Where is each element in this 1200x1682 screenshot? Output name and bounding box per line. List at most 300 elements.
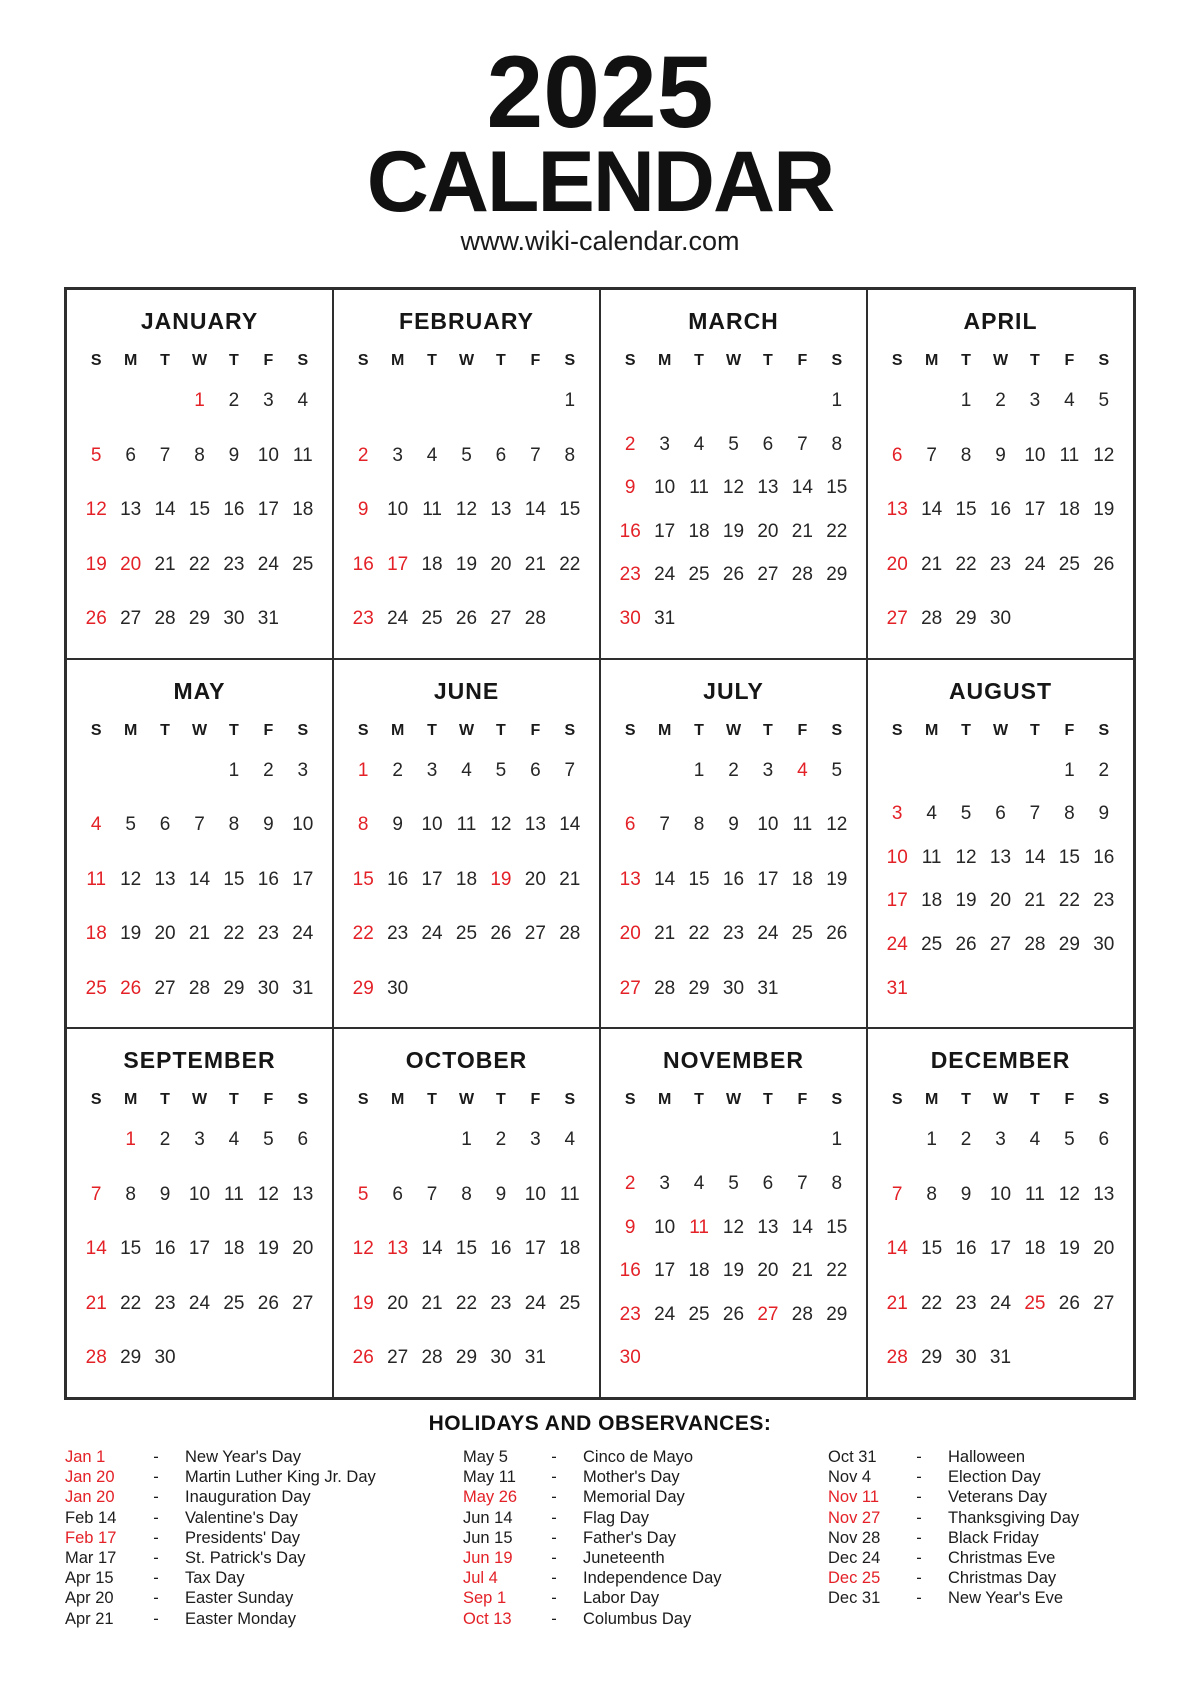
weekday-label: M <box>123 1091 138 1109</box>
weekday-header-row <box>334 352 599 370</box>
holiday-date: Oct 13 <box>463 1609 512 1628</box>
date-cell: 21 <box>1024 890 1046 912</box>
date-cell: 11 <box>1059 444 1080 466</box>
date-cell: 31 <box>524 1347 546 1369</box>
date-row <box>880 1287 1121 1321</box>
date-cell: 15 <box>826 477 848 499</box>
weekday-label: S <box>564 721 576 739</box>
holiday-name: Father's Day <box>583 1528 677 1547</box>
weekday-label: W <box>992 352 1009 369</box>
date-cell: 16 <box>223 499 245 520</box>
date-row <box>346 754 587 788</box>
date-cell: 15 <box>223 868 245 890</box>
date-cell: 29 <box>120 1347 142 1369</box>
date-cell: 4 <box>90 814 102 836</box>
date-cell: 14 <box>1024 846 1046 868</box>
date-cell: 7 <box>159 444 171 466</box>
date-cell: 4 <box>1064 390 1075 411</box>
date-cell: 20 <box>619 923 641 945</box>
date-row <box>79 972 320 1006</box>
date-cell: 30 <box>955 1347 977 1369</box>
date-cell: 24 <box>188 1292 211 1314</box>
date-cell: 4 <box>564 1129 576 1151</box>
holiday-dash: - <box>916 1468 922 1487</box>
date-cell: 22 <box>120 1292 142 1314</box>
date-cell: 23 <box>955 1292 977 1314</box>
date-row <box>79 548 320 582</box>
weekday-header-row <box>601 352 866 370</box>
holiday-row <box>65 1568 463 1588</box>
date-row <box>346 439 587 473</box>
date-row <box>346 1287 587 1321</box>
date-cell: 29 <box>955 608 977 629</box>
month-cell-december <box>868 1029 1133 1397</box>
weekday-label: S <box>1098 721 1110 739</box>
date-cell: 4 <box>926 803 937 825</box>
weekday-label: W <box>191 721 208 739</box>
date-cell: 6 <box>159 814 171 836</box>
date-cell: 31 <box>886 977 908 999</box>
weekday-label: F <box>530 721 541 739</box>
holiday-name: Christmas Day <box>948 1569 1057 1588</box>
holiday-row <box>828 1487 1158 1507</box>
month-title: NOVEMBER <box>663 1047 804 1074</box>
date-cell: 18 <box>85 923 107 945</box>
date-cell: 16 <box>257 868 279 890</box>
holiday-row <box>828 1568 1158 1588</box>
date-cell: 3 <box>392 444 403 466</box>
weekday-label: W <box>458 352 475 369</box>
holiday-row <box>65 1508 463 1528</box>
date-row <box>613 602 854 636</box>
weekday-label: F <box>263 1091 274 1109</box>
weekday-label: M <box>657 1091 672 1109</box>
date-cell: 9 <box>624 1216 636 1238</box>
date-cell: 2 <box>159 1129 171 1151</box>
holiday-dash: - <box>153 1589 159 1608</box>
holiday-dash: - <box>916 1549 922 1568</box>
date-cell: 15 <box>1058 846 1080 868</box>
date-cell: 5 <box>960 803 972 825</box>
date-cell: 12 <box>1093 444 1115 466</box>
date-cell: 12 <box>722 477 745 499</box>
weekday-label: F <box>797 1091 808 1109</box>
date-cell: 14 <box>921 499 943 520</box>
date-cell: 1 <box>831 390 843 411</box>
date-cell: 3 <box>995 1129 1006 1151</box>
date-cell: 1 <box>960 390 972 411</box>
month-cell-january <box>67 290 332 658</box>
weekday-label: S <box>831 352 843 369</box>
weekday-label: F <box>1064 352 1075 369</box>
date-cell: 1 <box>461 1129 472 1151</box>
date-cell: 18 <box>921 890 943 912</box>
date-row <box>880 841 1121 875</box>
date-cell: 9 <box>995 444 1006 466</box>
date-cell: 20 <box>886 553 908 575</box>
weekday-label: T <box>1030 1091 1040 1109</box>
date-cell: 16 <box>154 1238 176 1260</box>
date-cell: 22 <box>1058 890 1080 912</box>
date-cell: 24 <box>989 1292 1012 1314</box>
date-cell: 31 <box>654 607 676 629</box>
weekday-label: M <box>924 352 939 369</box>
month-title: JUNE <box>433 677 500 704</box>
weekday-label: T <box>496 721 506 739</box>
date-cell: 17 <box>421 868 443 890</box>
holiday-date: Jan 20 <box>65 1488 115 1507</box>
date-cell: 18 <box>421 553 443 575</box>
date-row <box>613 1298 854 1332</box>
date-cell: 7 <box>194 814 205 836</box>
weekday-label: S <box>297 721 309 739</box>
date-cell: 9 <box>263 814 274 836</box>
date-cell: 11 <box>792 814 813 836</box>
date-cell: 2 <box>392 759 403 781</box>
date-cell: 29 <box>455 1347 478 1369</box>
date-cell: 1 <box>693 759 705 781</box>
date-cell: 1 <box>564 390 576 411</box>
date-cell: 4 <box>693 1172 705 1194</box>
date-cell: 28 <box>921 608 943 629</box>
holiday-dash: - <box>916 1448 922 1466</box>
holiday-name: Easter Monday <box>185 1609 296 1628</box>
date-cell: 17 <box>257 499 279 520</box>
holiday-row <box>65 1609 463 1629</box>
holiday-dash: - <box>551 1468 557 1487</box>
date-cell: 4 <box>1029 1129 1041 1151</box>
date-cell: 24 <box>1024 553 1046 575</box>
date-cell: 6 <box>125 444 136 466</box>
holiday-date: Dec 31 <box>828 1589 881 1608</box>
weekday-label: S <box>357 1091 369 1109</box>
date-cell: 8 <box>831 1172 843 1194</box>
date-cell: 17 <box>292 868 314 890</box>
date-cell: 9 <box>495 1183 507 1205</box>
month-cell-march <box>601 290 866 658</box>
holiday-dash: - <box>551 1528 557 1547</box>
date-cell: 7 <box>1029 803 1041 825</box>
weekday-label: S <box>1098 1091 1110 1109</box>
date-cell: 14 <box>654 868 676 890</box>
date-row <box>79 808 320 842</box>
date-cell: 22 <box>955 553 977 575</box>
date-cell: 15 <box>352 868 374 890</box>
date-cell: 10 <box>989 1183 1012 1205</box>
date-row <box>346 808 587 842</box>
weekday-label: T <box>763 352 773 369</box>
holiday-dash: - <box>551 1569 557 1588</box>
month-dates <box>613 384 854 636</box>
holiday-name: Halloween <box>948 1448 1026 1466</box>
weekday-header-row <box>334 1091 599 1109</box>
date-cell: 18 <box>223 1238 245 1260</box>
date-cell: 1 <box>926 1129 937 1151</box>
date-cell: 22 <box>188 553 211 575</box>
date-cell: 23 <box>989 553 1012 575</box>
date-cell: 15 <box>120 1238 142 1260</box>
date-cell: 26 <box>722 1303 745 1325</box>
date-row <box>79 1341 320 1375</box>
date-cell: 23 <box>490 1292 512 1314</box>
holiday-name: Mother's Day <box>583 1468 680 1487</box>
date-cell: 2 <box>495 1129 507 1151</box>
date-cell: 11 <box>1025 1183 1045 1205</box>
holiday-row <box>828 1467 1158 1487</box>
date-cell: 14 <box>85 1238 107 1260</box>
date-row <box>613 558 854 592</box>
date-cell: 26 <box>955 934 977 956</box>
holiday-column <box>828 1447 1158 1629</box>
date-cell: 10 <box>654 477 676 499</box>
weekday-label: S <box>357 721 369 739</box>
date-cell: 9 <box>392 814 403 836</box>
date-cell: 21 <box>654 923 676 945</box>
month-title: MAY <box>173 677 226 704</box>
date-cell: 26 <box>1058 1292 1080 1314</box>
date-cell: 18 <box>791 868 813 890</box>
date-row <box>613 972 854 1006</box>
date-cell: 25 <box>421 608 443 629</box>
date-cell: 3 <box>426 759 438 781</box>
date-cell: 19 <box>455 553 478 575</box>
date-cell: 6 <box>624 814 636 836</box>
date-cell: 7 <box>926 444 937 466</box>
weekday-header-row <box>67 722 332 740</box>
holiday-name: Election Day <box>948 1468 1041 1487</box>
date-cell: 18 <box>1058 499 1080 520</box>
date-cell: 18 <box>688 1260 710 1282</box>
date-cell: 10 <box>188 1183 211 1205</box>
date-cell: 4 <box>693 433 705 455</box>
date-cell: 24 <box>524 1292 546 1314</box>
date-cell: 4 <box>797 759 808 781</box>
holiday-name: St. Patrick's Day <box>185 1549 306 1568</box>
weekday-label: W <box>725 721 742 739</box>
date-cell: 14 <box>886 1238 908 1260</box>
date-cell: 24 <box>757 923 779 945</box>
holiday-column <box>463 1447 828 1629</box>
date-cell: 3 <box>762 759 774 781</box>
date-cell: 12 <box>490 814 512 836</box>
date-cell: 17 <box>989 1238 1012 1260</box>
holiday-date: Jun 19 <box>463 1549 513 1568</box>
holiday-row <box>65 1548 463 1568</box>
date-cell: 30 <box>490 1347 512 1369</box>
month-title: SEPTEMBER <box>123 1047 276 1074</box>
date-row <box>880 439 1121 473</box>
date-cell: 26 <box>722 564 745 586</box>
date-cell: 25 <box>921 934 943 956</box>
date-cell: 7 <box>90 1183 102 1205</box>
date-cell: 10 <box>421 814 443 836</box>
date-cell: 24 <box>292 923 314 945</box>
weekday-label: T <box>496 352 506 369</box>
date-row <box>613 428 854 462</box>
holiday-row <box>65 1487 463 1507</box>
month-dates <box>79 1123 320 1375</box>
date-cell: 11 <box>86 868 107 890</box>
date-cell: 20 <box>989 890 1012 912</box>
date-cell: 17 <box>387 553 409 575</box>
weekday-label: S <box>90 1091 102 1109</box>
date-cell: 24 <box>421 923 443 945</box>
weekday-label: T <box>1030 721 1040 739</box>
date-cell: 5 <box>125 814 136 836</box>
holiday-dash: - <box>916 1528 922 1547</box>
month-dates <box>346 1123 587 1375</box>
date-cell: 11 <box>422 499 442 520</box>
date-cell: 23 <box>387 923 409 945</box>
holiday-name: Thanksgiving Day <box>948 1508 1080 1527</box>
month-cell-june <box>334 660 599 1028</box>
date-cell: 24 <box>654 1303 676 1325</box>
holiday-dash: - <box>551 1488 557 1507</box>
date-cell: 15 <box>955 499 977 520</box>
date-cell: 15 <box>921 1238 943 1260</box>
month-title: OCTOBER <box>405 1047 528 1074</box>
holiday-row <box>828 1588 1158 1608</box>
holiday-dash: - <box>916 1589 922 1608</box>
holiday-name: Presidents' Day <box>185 1528 301 1547</box>
holiday-row <box>463 1467 828 1487</box>
date-cell: 28 <box>154 608 176 629</box>
holiday-name: New Year's Day <box>185 1448 301 1466</box>
date-cell: 1 <box>125 1129 136 1151</box>
weekday-label: M <box>924 1091 939 1109</box>
date-cell: 13 <box>387 1238 409 1260</box>
weekday-label: M <box>924 721 939 739</box>
date-cell: 6 <box>891 444 903 466</box>
holiday-date: May 26 <box>463 1488 518 1507</box>
date-cell: 11 <box>456 814 477 836</box>
date-cell: 14 <box>791 1216 813 1238</box>
holiday-dash: - <box>153 1488 159 1507</box>
date-row <box>79 1123 320 1157</box>
date-row <box>880 1123 1121 1157</box>
date-cell: 29 <box>352 977 374 999</box>
weekday-label: T <box>160 1091 170 1109</box>
weekday-header-row <box>601 722 866 740</box>
date-cell: 5 <box>90 444 102 466</box>
date-cell: 26 <box>490 923 512 945</box>
weekday-label: F <box>263 352 274 369</box>
date-cell: 23 <box>1093 890 1115 912</box>
weekday-header-row <box>868 722 1133 740</box>
date-cell: 5 <box>357 1183 369 1205</box>
weekday-label: T <box>1030 352 1040 369</box>
holiday-name: Labor Day <box>583 1589 660 1608</box>
holiday-row <box>463 1588 828 1608</box>
date-cell: 12 <box>352 1238 374 1260</box>
date-row <box>79 493 320 527</box>
date-row <box>880 797 1121 831</box>
weekday-label: T <box>694 1091 704 1109</box>
date-cell: 19 <box>722 520 745 542</box>
date-cell: 22 <box>826 520 848 542</box>
date-cell: 27 <box>619 977 641 999</box>
weekday-label: W <box>725 1091 742 1109</box>
weekday-label: F <box>797 352 808 369</box>
date-cell: 25 <box>1058 553 1080 575</box>
month-cell-october <box>334 1029 599 1397</box>
date-cell: 8 <box>357 814 369 836</box>
date-cell: 1 <box>1064 759 1075 781</box>
date-cell: 1 <box>831 1129 843 1151</box>
weekday-label: F <box>530 1091 541 1109</box>
date-cell: 6 <box>392 1183 403 1205</box>
date-cell: 12 <box>1058 1183 1080 1205</box>
date-row <box>613 1341 854 1375</box>
date-cell: 11 <box>689 1216 709 1238</box>
holiday-dash: - <box>153 1508 159 1527</box>
holiday-date: Nov 27 <box>828 1508 881 1527</box>
month-cell-july <box>601 660 866 1028</box>
weekday-label: M <box>390 721 405 739</box>
date-cell: 9 <box>357 499 369 520</box>
date-cell: 17 <box>757 868 779 890</box>
holidays-heading: HOLIDAYS AND OBSERVANCES: <box>428 1412 772 1435</box>
date-cell: 4 <box>426 444 438 466</box>
weekday-label: M <box>657 721 672 739</box>
weekday-label: T <box>694 721 704 739</box>
date-cell: 14 <box>524 499 546 520</box>
date-cell: 25 <box>688 1303 710 1325</box>
date-cell: 15 <box>688 868 710 890</box>
date-cell: 3 <box>891 803 903 825</box>
month-title: JANUARY <box>140 308 259 334</box>
month-title: APRIL <box>963 308 1038 334</box>
holiday-date: Nov 4 <box>828 1468 872 1487</box>
date-cell: 30 <box>257 977 279 999</box>
date-cell: 28 <box>559 923 581 945</box>
date-row <box>346 1123 587 1157</box>
date-row <box>79 863 320 897</box>
date-cell: 9 <box>960 1183 972 1205</box>
date-row <box>346 1232 587 1266</box>
date-cell: 19 <box>826 868 848 890</box>
date-cell: 29 <box>826 1303 848 1325</box>
weekday-label: T <box>229 721 239 739</box>
holiday-dash: - <box>153 1549 159 1568</box>
date-cell: 31 <box>757 977 779 999</box>
date-row <box>613 754 854 788</box>
date-cell: 2 <box>228 390 240 411</box>
date-cell: 20 <box>757 1260 779 1282</box>
month-title: MARCH <box>688 308 779 334</box>
date-cell: 13 <box>757 477 779 499</box>
date-cell: 7 <box>530 444 541 466</box>
date-cell: 11 <box>689 477 709 499</box>
date-cell: 8 <box>926 1183 937 1205</box>
holiday-dash: - <box>916 1508 922 1527</box>
date-cell: 28 <box>654 977 676 999</box>
date-cell: 11 <box>559 1183 580 1205</box>
date-cell: 21 <box>188 923 211 945</box>
date-cell: 21 <box>154 553 176 575</box>
holiday-name: New Year's Eve <box>948 1589 1064 1608</box>
date-cell: 30 <box>387 977 409 999</box>
month-dates <box>880 1123 1121 1375</box>
date-cell: 2 <box>263 759 274 781</box>
weekday-label: T <box>427 721 437 739</box>
date-cell: 23 <box>722 923 745 945</box>
date-cell: 21 <box>524 553 546 575</box>
date-row <box>613 1254 854 1288</box>
holiday-date: Nov 11 <box>828 1488 880 1507</box>
date-cell: 5 <box>495 759 507 781</box>
month-cell-august <box>868 660 1133 1028</box>
